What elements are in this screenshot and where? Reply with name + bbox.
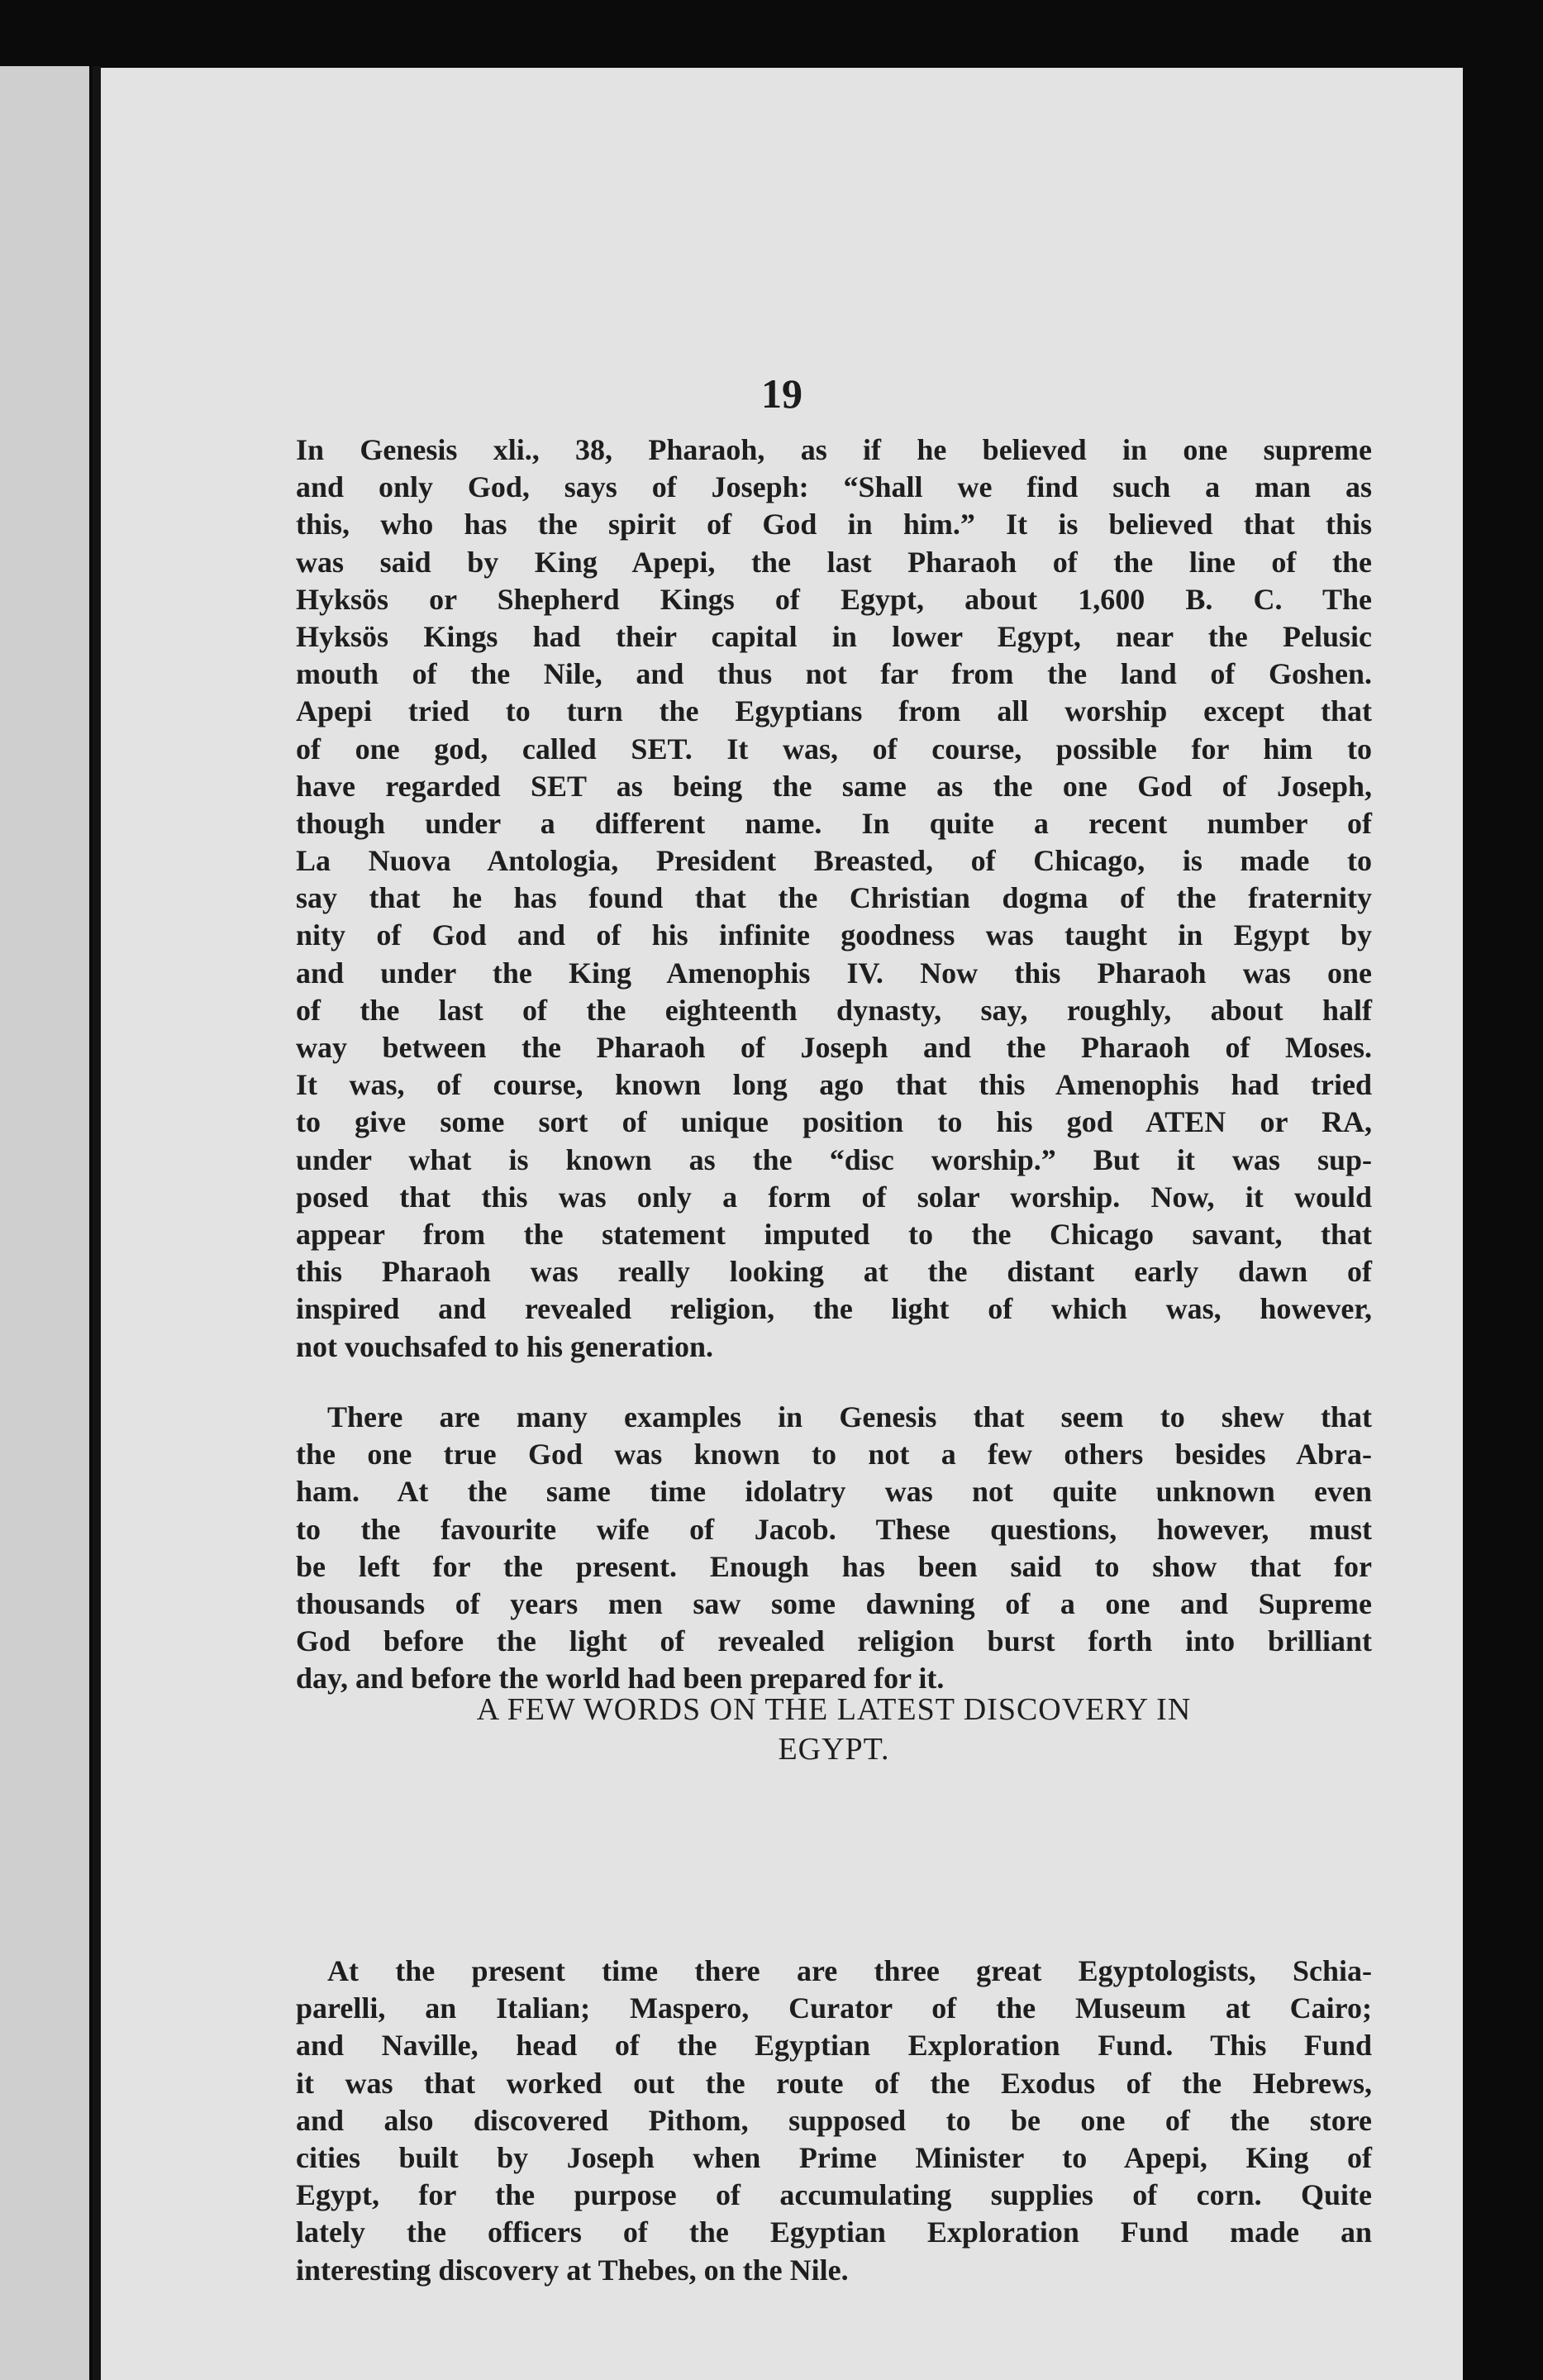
paragraph-line: it was that worked out the route of the Exodus of the Hebrews, (296, 2066, 1372, 2100)
paragraph-line: under what is known as the “disc worship.” But it was sup- (296, 1142, 1372, 1176)
paragraph-line: and also discovered Pithom, supposed to be one of the store (296, 2103, 1372, 2137)
paragraph-line: interesting discovery at Thebes, on the Nile. (296, 2253, 849, 2287)
paragraph-line: way between the Pharaoh of Joseph and the Pharaoh of Moses. (296, 1031, 1372, 1064)
paragraph-line: not vouchsafed to his generation. (296, 1329, 714, 1363)
paragraph-line: to the favourite wife of Jacob. These questions, however, must (296, 1512, 1372, 1546)
paragraph-line: ham. At the same time idolatry was not quite unknown even (296, 1475, 1372, 1509)
paragraph-line: of one god, called SET. It was, of course, possible for him to (296, 732, 1372, 766)
paragraph-line: parelli, an Italian; Maspero, Curator of the Museum at Cairo; (296, 1991, 1372, 2025)
page-gutter (93, 66, 101, 2380)
paragraph-examples (296, 1399, 1372, 1698)
paragraph-genesis (296, 432, 1372, 1366)
paragraph-line: mouth of the Nile, and thus not far from the land of Goshen. (296, 657, 1372, 691)
section-heading-line: EGYPT. (778, 1732, 890, 1767)
paragraph-line: It was, of course, known long ago that this Amenophis had tried (296, 1068, 1372, 1102)
paragraph-line: At the present time there are three great Egyptologists, Schia- (327, 1954, 1372, 1987)
paragraph-line: was said by King Apepi, the last Pharaoh of the line of the (296, 545, 1372, 579)
paragraph-line: inspired and revealed religion, the light of which was, however, (296, 1292, 1372, 1326)
paragraph-line: posed that this was only a form of solar worship. Now, it would (296, 1180, 1372, 1214)
paragraph-line: appear from the statement imputed to the Chicago savant, that (296, 1217, 1372, 1251)
paragraph-line: to give some sort of unique position to his god ATEN or RA, (296, 1105, 1372, 1139)
paragraph-line: this, who has the spirit of God in him.” It is believed that this (296, 508, 1372, 541)
paragraph-line: Hyksös Kings had their capital in lower Egypt, near the Pelusic (296, 619, 1372, 653)
paragraph-line: and under the King Amenophis IV. Now this Pharaoh was one (296, 956, 1372, 990)
section-heading (296, 1690, 1372, 1769)
paragraph-line: this Pharaoh was really looking at the distant early dawn of (296, 1255, 1372, 1289)
paragraph-line: and only God, says of Joseph: “Shall we find such a man as (296, 470, 1372, 504)
paragraph-line: thousands of years men saw some dawning of a one and Supreme (296, 1586, 1372, 1620)
paragraph-line: of the last of the eighteenth dynasty, say, roughly, about half (296, 993, 1372, 1027)
paragraph-line: Hyksös or Shepherd Kings of Egypt, about 1,600 B. C. The (296, 582, 1372, 616)
paragraph-line: La Nuova Antologia, President Breasted, of Chicago, is made to (296, 844, 1372, 878)
paragraph-line: day, and before the world had been prepared for it. (296, 1662, 945, 1696)
paragraph-line: have regarded SET as being the same as the one God of Joseph, (296, 769, 1372, 803)
paragraph-line: nity of God and of his infinite goodness was taught in Egypt by (296, 918, 1372, 952)
book-page (101, 68, 1463, 2380)
paragraph-line: the one true God was known to not a few others besides Abra- (296, 1438, 1372, 1471)
adjacent-page-edge (0, 66, 89, 2380)
paragraph-line: Apepi tried to turn the Egyptians from all worship except that (296, 694, 1372, 728)
paragraph-line: In Genesis xli., 38, Pharaoh, as if he believed in one supreme (296, 433, 1372, 466)
paragraph-line: Egypt, for the purpose of accumulating supplies of corn. Quite (296, 2178, 1372, 2212)
paragraph-egyptologists (296, 1953, 1372, 2289)
paragraph-line: lately the officers of the Egyptian Exploration Fund made an (296, 2215, 1372, 2249)
page-number: 19 (761, 370, 802, 417)
paragraph-line: cities built by Joseph when Prime Minister to Apepi, King of (296, 2140, 1372, 2174)
paragraph-line: and Naville, head of the Egyptian Exploration Fund. This Fund (296, 2029, 1372, 2063)
section-heading-line: A FEW WORDS ON THE LATEST DISCOVERY IN (476, 1692, 1192, 1727)
paragraph-line: say that he has found that the Christian dogma of the fraternity (296, 881, 1372, 915)
paragraph-line: There are many examples in Genesis that seem to shew that (327, 1400, 1372, 1433)
paragraph-line: God before the light of revealed religion burst forth into brilliant (296, 1624, 1372, 1658)
paragraph-line: though under a different name. In quite a recent number of (296, 806, 1372, 840)
paragraph-line: be left for the present. Enough has been said to show that for (296, 1549, 1372, 1583)
